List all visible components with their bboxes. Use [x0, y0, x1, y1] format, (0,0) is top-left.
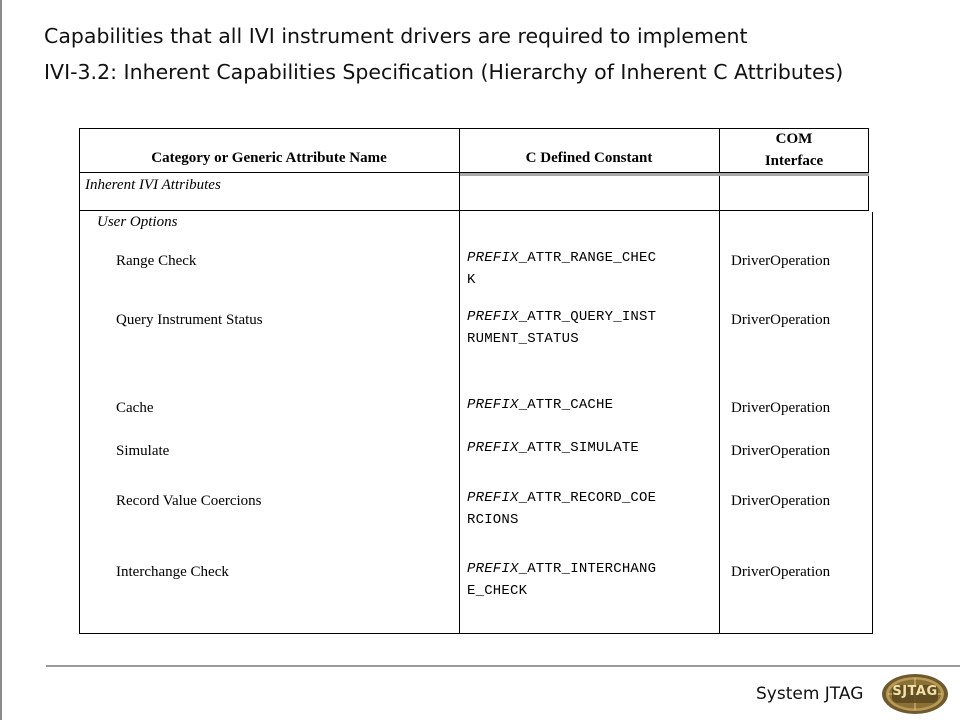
- table-bottom-border: [79, 633, 873, 634]
- row-constant: [467, 487, 656, 531]
- slide-subtitle: IVI-3.2: Inherent Capabilities Specification (Hierarchy of Inherent C Attributes): [44, 60, 844, 84]
- constant-text-wrap: RUMENT_STATUS: [467, 331, 579, 347]
- row-name: Record Value Coercions: [116, 493, 262, 509]
- row-constant: [467, 558, 656, 602]
- header-shadow: [460, 173, 869, 176]
- constant-text-wrap: K: [467, 272, 476, 288]
- row-name: Cache: [116, 400, 154, 416]
- row-constant: [467, 437, 639, 459]
- column-divider-1: [459, 128, 460, 634]
- table-right-border: [872, 212, 873, 634]
- group-label: Inherent IVI Attributes: [85, 177, 221, 193]
- row-com: DriverOperation: [731, 312, 831, 328]
- constant-prefix: PREFIX: [467, 309, 519, 325]
- footer-text: System JTAG: [756, 684, 864, 704]
- row-name: Simulate: [116, 443, 170, 459]
- row-com: DriverOperation: [731, 400, 831, 416]
- constant-text: _ATTR_SIMULATE: [518, 440, 640, 456]
- logo-text: SJTAG: [892, 684, 938, 699]
- table-top-border: [79, 128, 869, 129]
- row-constant: [467, 247, 656, 291]
- constant-prefix: PREFIX: [467, 561, 519, 577]
- constant-prefix: PREFIX: [467, 490, 519, 506]
- row-name: Interchange Check: [116, 564, 229, 580]
- header-category: Category or Generic Attribute Name: [151, 150, 387, 166]
- header-constant: C Defined Constant: [525, 150, 653, 166]
- group-row-border: [79, 210, 869, 211]
- row-com: DriverOperation: [731, 564, 831, 580]
- row-com: DriverOperation: [731, 253, 831, 269]
- constant-text-wrap: RCIONS: [467, 512, 519, 528]
- row-name: Range Check: [116, 253, 197, 269]
- row-constant: [467, 306, 656, 350]
- constant-text: _ATTR_RANGE_CHEC: [518, 250, 657, 266]
- row-constant: [467, 394, 613, 416]
- header-com-line2: Interface: [764, 153, 824, 169]
- constant-prefix: PREFIX: [467, 250, 519, 266]
- row-name: Query Instrument Status: [116, 312, 263, 328]
- constant-prefix: PREFIX: [467, 440, 519, 456]
- constant-text: _ATTR_INTERCHANG: [518, 561, 657, 577]
- row-com: DriverOperation: [731, 443, 831, 459]
- table-left-border: [79, 210, 80, 634]
- constant-text: _ATTR_CACHE: [518, 397, 614, 413]
- left-edge-rule: [0, 0, 2, 720]
- subgroup-label: User Options: [97, 214, 178, 230]
- header-com-line1: COM: [775, 131, 813, 147]
- sjtag-logo: [880, 672, 950, 720]
- constant-text: _ATTR_QUERY_INST: [518, 309, 657, 325]
- constant-text-wrap: E_CHECK: [467, 583, 528, 599]
- attributes-table: [79, 128, 873, 634]
- footer-rule: [46, 665, 960, 667]
- row-com: DriverOperation: [731, 493, 831, 509]
- slide-title: Capabilities that all IVI instrument drivers are required to implement: [44, 24, 748, 48]
- table-left-border-header: [79, 128, 80, 210]
- constant-prefix: PREFIX: [467, 397, 519, 413]
- column-divider-2: [719, 128, 720, 634]
- constant-text: _ATTR_RECORD_COE: [518, 490, 657, 506]
